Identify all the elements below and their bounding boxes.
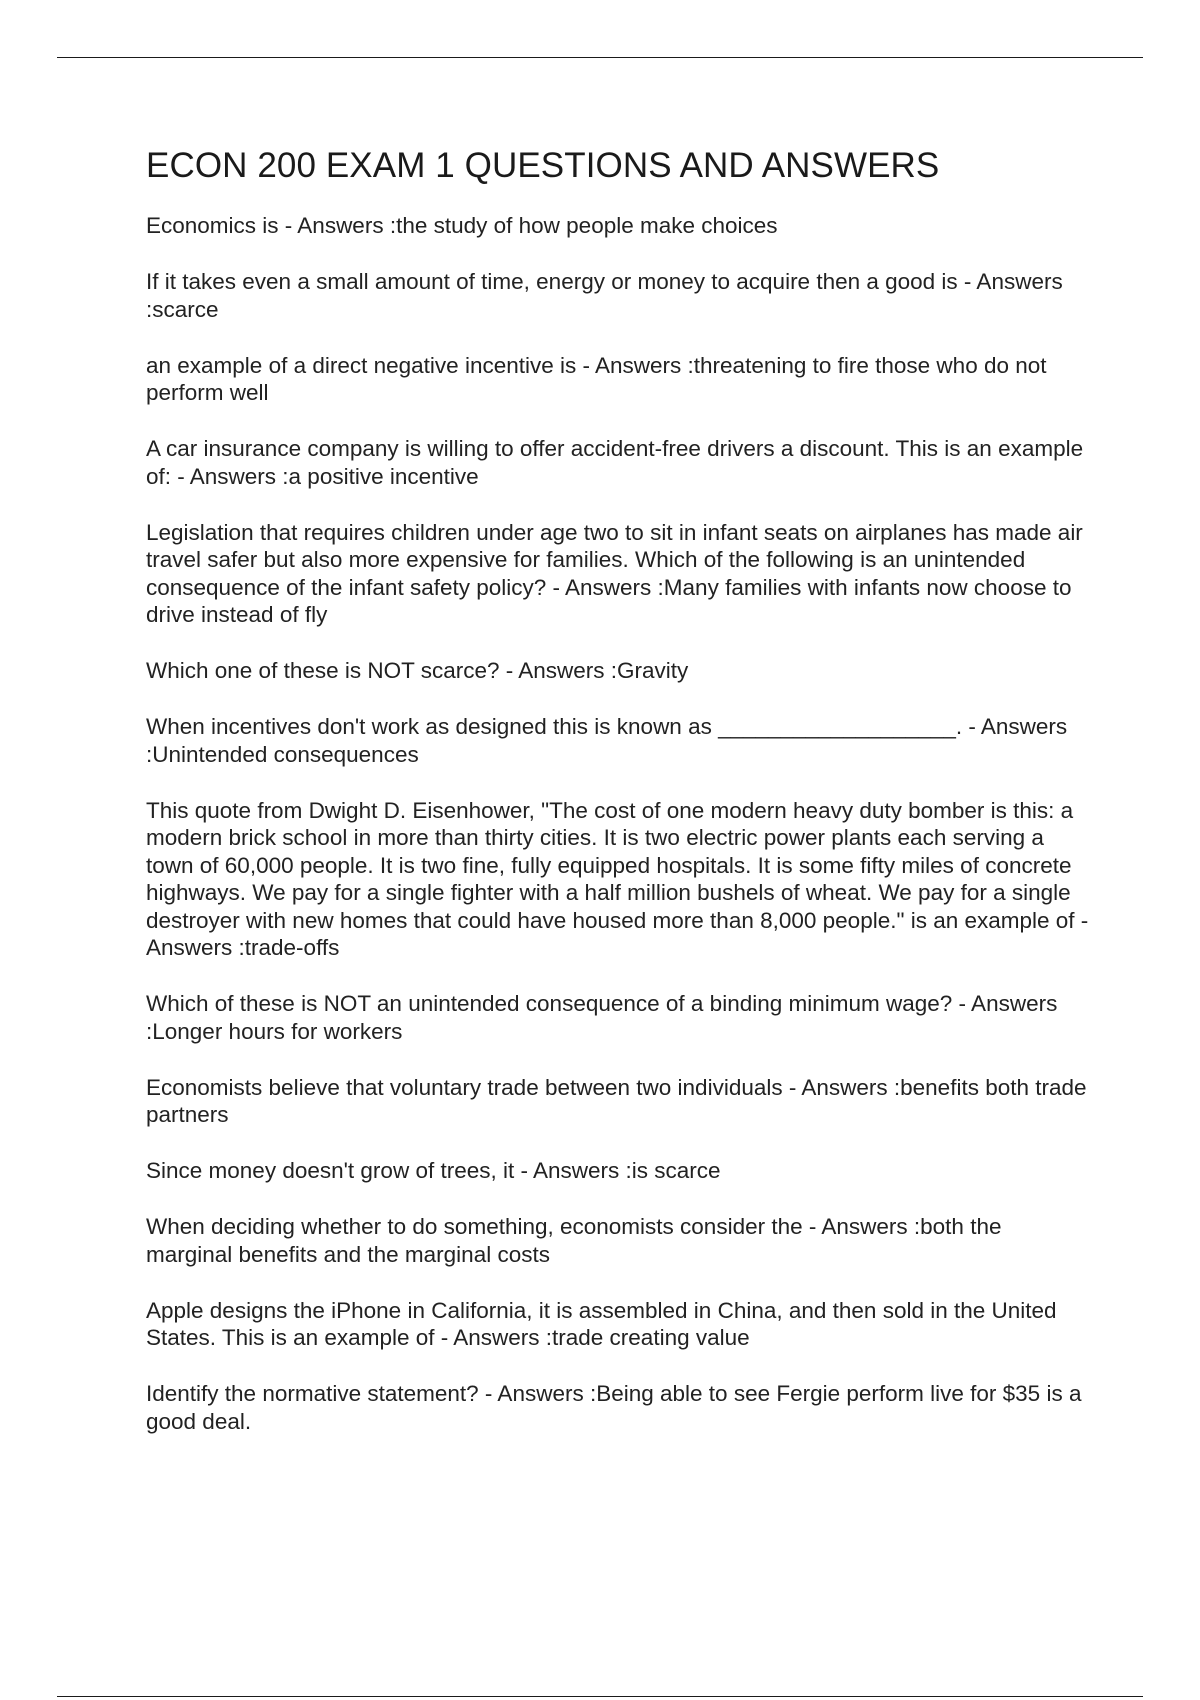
- qa-item: This quote from Dwight D. Eisenhower, "The cost of one modern heavy duty bomber is this: a modern brick school in more than thirty cities. It is two electric power plants each serving a town of 60,000 people. It is two fine, fully equipped hospitals. It is some fifty miles of concrete highways. We pay for a single fighter with a half million bushels of wheat. We pay for a single destroyer with new homes that could have housed more than 8,000 people." is an example of - Answers :trade-offs: [146, 797, 1089, 960]
- qa-item: Legislation that requires children under age two to sit in infant seats on airplanes has made air travel safer but also more expensive for families. Which of the following is an unintended consequence of the infant safety policy? - Answers :Many families with infants now choose to drive instead of fly: [146, 519, 1083, 627]
- qa-item: A car insurance company is willing to offer accident-free drivers a discount. This is an example of: - Answers :a positive incentive: [146, 436, 1084, 489]
- qa-item: Which of these is NOT an unintended consequence of a binding minimum wage? - Answers :Longer hours for workers: [146, 991, 1058, 1044]
- footer-rule: [57, 1696, 1143, 1697]
- qa-item: When incentives don't work as designed this is known as ___________________. - Answers :Unintended consequences: [146, 714, 1068, 767]
- page-content: [146, 144, 1091, 1464]
- qa-item: Since money doesn't grow of trees, it - Answers :is scarce: [146, 1158, 721, 1183]
- qa-item: an example of a direct negative incentive is - Answers :threatening to fire those who do not perform well: [146, 352, 1047, 405]
- qa-item: Which one of these is NOT scarce? - Answers :Gravity: [146, 658, 689, 683]
- qa-item: Apple designs the iPhone in California, it is assembled in China, and then sold in the United States. This is an example of - Answers :trade creating value: [146, 1297, 1057, 1350]
- header-rule: [57, 57, 1143, 58]
- document-title: ECON 200 EXAM 1 QUESTIONS AND ANSWERS: [146, 146, 940, 185]
- qa-item: When deciding whether to do something, economists consider the - Answers :both the marginal benefits and the marginal costs: [146, 1214, 1002, 1267]
- qa-item: If it takes even a small amount of time, energy or money to acquire then a good is - Answers :scarce: [146, 269, 1063, 322]
- qa-item: Economics is - Answers :the study of how people make choices: [146, 213, 778, 238]
- qa-item: Economists believe that voluntary trade between two individuals - Answers :benefits both trade partners: [146, 1074, 1087, 1127]
- qa-list: [146, 212, 1091, 1435]
- qa-item: Identify the normative statement? - Answers :Being able to see Fergie perform live for $35 is a good deal.: [146, 1381, 1082, 1434]
